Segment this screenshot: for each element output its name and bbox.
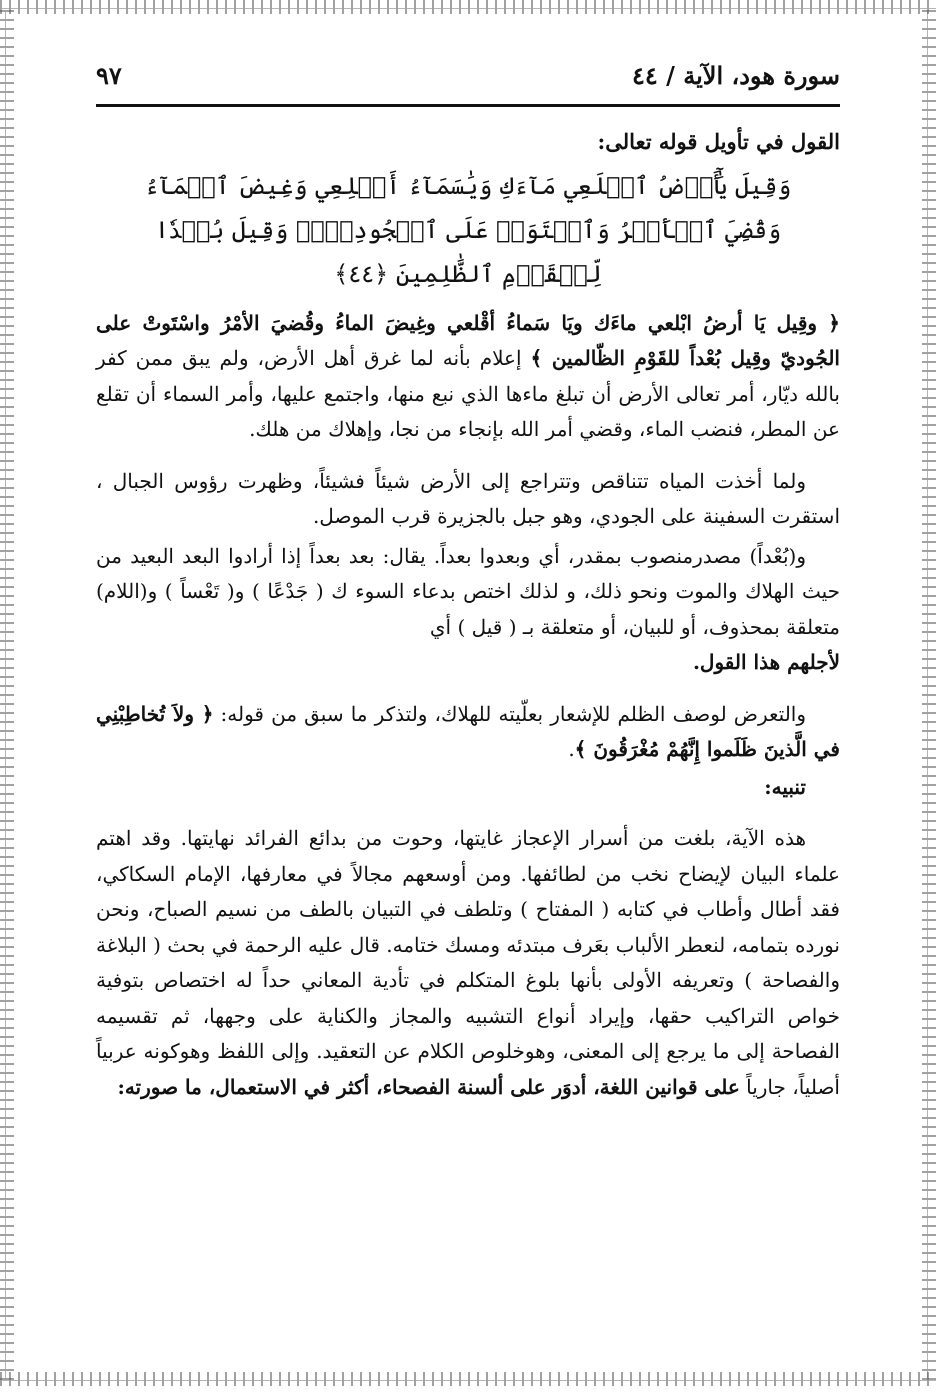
page-header [96, 58, 840, 98]
header-divider [96, 104, 840, 107]
paragraph-2: ولما أخذت المياه تتناقص وتتراجع إلى الأرض شيئاً فشيئاً، وظهرت رؤوس الجبال ، استقرت السفينة على الجودي، وهو جبل بالجزيرة قرب الموصل. [96, 468, 840, 528]
note-title: تنبيه: [764, 774, 806, 799]
paragraph-1-text: إعلام بأنه لما غرق أهل الأرض، ولم يبق ممن كفر بالله ديّار، أمر تعالى الأرض أن تبلغ ماءها الذي نبع منها، واجتمع عليها، وأمر السماء أن تقلع عن المطر، فنضب الماء، وقضي أمر الله بإنجاء من نجا، وإهلاك من هلك. [96, 346, 840, 441]
quran-verse: وَقِيلَ يَٰٓأَرۡضُ ٱبۡلَعِي مَآءَكِ وَيَٰسَمَآءُ أَقۡلِعِي وَغِيضَ ٱلۡمَآءُ وَقُضِيَ ٱلۡأَمۡرُ وَٱسۡتَوَتۡ عَلَى ٱلۡجُودِيِّۖ وَقِيلَ بُعۡدٗا لِّلۡقَوۡمِ ٱلظَّٰلِمِينَ ﴿٤٤﴾ [144, 171, 792, 288]
paragraph-3-text: و(بُعْداً) مصدرمنصوب بمقدر، أي وبعدوا بعداً. يقال: بعد بعداً إذا أرادوا البعد البعيد من حيث الهلاك والموت ونحو ذلك، و لذلك اختص بدعاء السوء ك ( جَدْعًا ) و( تَعْساً ) و(اللام) متعلقة بمحذوف، أو للبيان، أو متعلقة بـ ( قيل ) أي [96, 543, 840, 639]
running-title: سورة هود، الآية / ٤٤ [631, 61, 840, 90]
decorative-border-right [922, 10, 936, 1380]
decorative-border-left [0, 10, 14, 1380]
paragraph-4 [96, 697, 840, 768]
paragraph-1 [96, 306, 840, 448]
decorative-border-bottom [0, 1372, 936, 1386]
paragraph-4-quote: ﴿ ولاَ تُخاطِبْنِي في الَّذينَ ظَلَموا إِنَّهُمْ مُغْرَقُونَ ﴾ [96, 701, 840, 761]
verse-quote: ﴿ وقِيل يَا أرضُ ابْلعي ماءَك ويَا سَماءُ أقْلعي وغِيضَ الماءُ وقُضيَ الأمْرُ واسْتَوتْ على الجُوديّ وقِيل بُعْداً للقَوْمِ الظّالمين ﴾ [96, 310, 840, 370]
paragraph-5-bold-end: على قوانين اللغة، أدوَر على ألسنة الفصحاء، أكثر في الاستعمال، ما صورته: [117, 1074, 740, 1099]
paragraph-4-end: . [568, 737, 575, 761]
paragraph-5-text: هذه الآية، بلغت من أسرار الإعجاز غايتها، وحوت من بدائع الفرائد نهايتها. وقد اهتم علماء البيان لإيضاح نخب من لطائفها. ومن أوسعهم مجالاً في معارفها، الإمام السكاكي، فقد أطال وأطاب في كتابه ( المفتاح ) وتلطف في التبيان بالطف من نسيم الصباح، ونحن نورده بتمامه، لنعطر الألباب بعَرف مبتدئه ومسك ختامه. قال عليه الرحمة في بحث ( البلاغة والفصاحة ) وتعريفه الأولى بأنها بلوغ المتكلم في تأدية المعاني حداً له اختصاص بتوفية خواص التراكيب حقها، وإيراد أنواع التشبيه والمجاز والكناية على وجهها، ثم تقسيمه الفصاحة إلى ما يرجع إلى المعنى، وهوخلوص الكلام عن التعقيد. وإلى اللفظ وهوكونه عربياً أصلياً، جارياً [95, 826, 840, 1099]
paragraph-4-text: والتعرض لوصف الظلم للإشعار بعلّيته للهلاك، ولتذكر ما سبق من قوله: [213, 701, 806, 726]
page-number: ٩٧ [96, 61, 122, 90]
paragraph-3 [96, 539, 840, 681]
paragraph-3-bold-end: لأجلهم هذا القول. [692, 650, 840, 674]
page-body [96, 124, 840, 1105]
section-heading: القول في تأويل قوله تعالى: [597, 129, 840, 154]
decorative-border-top [0, 0, 936, 14]
paragraph-5 [96, 821, 840, 1105]
